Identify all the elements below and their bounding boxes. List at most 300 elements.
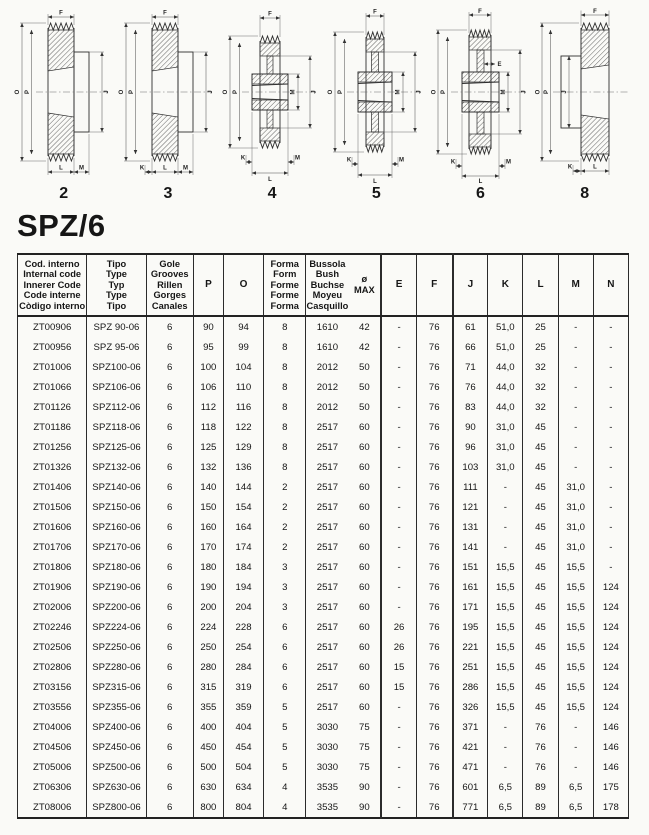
cell-l: 45 (523, 677, 558, 697)
spec-table (17, 253, 629, 819)
cell-code: ZT05006 (18, 757, 87, 777)
cell-bush: 2517 (316, 701, 339, 713)
col-header-max: ø MAX (353, 274, 375, 295)
cell-bush: 2517 (316, 501, 339, 513)
cell-grooves: 6 (146, 537, 193, 557)
cell-n: - (593, 377, 628, 397)
cell-type: SPZ180-06 (87, 557, 146, 577)
cell-max: 50 (358, 361, 370, 373)
dim-label-p: P (233, 89, 240, 95)
cell-f: 76 (416, 637, 452, 657)
figure-form-2 (12, 8, 116, 200)
cell-m: 6,5 (558, 777, 593, 797)
cell-bush: 2517 (316, 661, 339, 673)
cell-bush-max (306, 357, 381, 377)
cell-p: 112 (193, 397, 223, 417)
cell-code: ZT02806 (18, 657, 87, 677)
cell-f: 76 (416, 537, 452, 557)
cell-p: 190 (193, 577, 223, 597)
cell-l: 45 (523, 637, 558, 657)
cell-l: 45 (523, 537, 558, 557)
cell-f: 76 (416, 717, 452, 737)
cell-o: 454 (223, 737, 263, 757)
dim-label-j: J (104, 90, 110, 94)
cell-o: 110 (223, 377, 263, 397)
cell-o: 204 (223, 597, 263, 617)
cell-max: 60 (358, 501, 370, 513)
cell-type: SPZ150-06 (87, 497, 146, 517)
cell-j: 83 (453, 397, 488, 417)
cell-e: - (381, 757, 416, 777)
cell-o: 164 (223, 517, 263, 537)
cell-code: ZT06306 (18, 777, 87, 797)
cell-max: 42 (358, 341, 370, 353)
pulley-form-figures (0, 0, 649, 200)
cell-max: 60 (358, 581, 370, 593)
dim-label-f: F (593, 8, 597, 15)
cell-k: 15,5 (488, 697, 523, 717)
cell-p: 450 (193, 737, 223, 757)
figure-form-8 (533, 8, 637, 200)
cell-code: ZT02006 (18, 597, 87, 617)
cell-e: - (381, 737, 416, 757)
cell-form: 5 (264, 757, 306, 777)
col-header-m: M (558, 254, 593, 316)
form-number-5: 5 (371, 185, 382, 202)
dim-label-m: M (290, 89, 297, 95)
cell-max: 75 (358, 761, 370, 773)
pulley-form-8-drawing (533, 8, 637, 184)
cell-form: 6 (264, 677, 306, 697)
cell-f: 76 (416, 477, 452, 497)
cell-bush: 3535 (316, 781, 339, 793)
cell-l: 45 (523, 577, 558, 597)
figure-form-4 (220, 8, 324, 200)
cell-grooves: 6 (146, 637, 193, 657)
cell-grooves: 6 (146, 397, 193, 417)
table-row (18, 537, 629, 557)
cell-type: SPZ190-06 (87, 577, 146, 597)
cell-grooves: 6 (146, 757, 193, 777)
form-number-2: 2 (59, 185, 69, 202)
cell-form: 2 (264, 517, 306, 537)
cell-bush: 2517 (316, 601, 339, 613)
cell-form: 6 (264, 637, 306, 657)
cell-grooves: 6 (146, 617, 193, 637)
cell-type: SPZ450-06 (87, 737, 146, 757)
table-row (18, 617, 629, 637)
cell-grooves: 6 (146, 357, 193, 377)
cell-o: 184 (223, 557, 263, 577)
cell-type: SPZ160-06 (87, 517, 146, 537)
cell-n: 146 (593, 757, 628, 777)
cell-bush-max (306, 637, 381, 657)
cell-j: 221 (453, 637, 488, 657)
cell-n: - (593, 316, 628, 337)
cell-l: 32 (523, 377, 558, 397)
cell-f: 76 (416, 677, 452, 697)
cell-code: ZT01006 (18, 357, 87, 377)
cell-m: 6,5 (558, 797, 593, 818)
cell-n: - (593, 557, 628, 577)
cell-e: - (381, 517, 416, 537)
cell-bush-max (306, 697, 381, 717)
cell-l: 45 (523, 457, 558, 477)
figure-form-3 (116, 8, 220, 200)
cell-o: 104 (223, 357, 263, 377)
cell-bush-max (306, 377, 381, 397)
cell-p: 140 (193, 477, 223, 497)
cell-type: SPZ170-06 (87, 537, 146, 557)
cell-grooves: 6 (146, 677, 193, 697)
cell-code: ZT01706 (18, 537, 87, 557)
cell-grooves: 6 (146, 377, 193, 397)
cell-bush-max (306, 417, 381, 437)
cell-bush: 3535 (316, 801, 339, 813)
cell-bush-max (306, 337, 381, 357)
cell-k: 51,0 (488, 337, 523, 357)
cell-type: SPZ200-06 (87, 597, 146, 617)
cell-l: 76 (523, 717, 558, 737)
dim-label-o: O (223, 89, 230, 95)
cell-bush-max (306, 477, 381, 497)
table-row (18, 497, 629, 517)
cell-f: 76 (416, 597, 452, 617)
cell-bush: 2517 (316, 461, 339, 473)
cell-k: 44,0 (488, 397, 523, 417)
cell-form: 8 (264, 357, 306, 377)
cell-j: 421 (453, 737, 488, 757)
cell-j: 131 (453, 517, 488, 537)
cell-f: 76 (416, 617, 452, 637)
cell-max: 60 (358, 701, 370, 713)
dim-label-f: F (268, 11, 273, 18)
table-row (18, 377, 629, 397)
dim-label-o: O (15, 89, 21, 95)
col-header-grooves: Gole Grooves Rillen Gorges Canales (146, 254, 193, 316)
cell-l: 45 (523, 557, 558, 577)
cell-max: 60 (358, 681, 370, 693)
cell-f: 76 (416, 517, 452, 537)
cell-code: ZT01506 (18, 497, 87, 517)
cell-e: - (381, 537, 416, 557)
pulley-form-4-drawing (220, 8, 324, 184)
cell-form: 8 (264, 377, 306, 397)
cell-max: 60 (358, 601, 370, 613)
cell-type: SPZ280-06 (87, 657, 146, 677)
cell-f: 76 (416, 557, 452, 577)
cell-f: 76 (416, 797, 452, 818)
cell-code: ZT01256 (18, 437, 87, 457)
cell-max: 90 (358, 781, 370, 793)
col-header-p: P (193, 254, 223, 316)
cell-bush-max (306, 797, 381, 818)
cell-bush-max (306, 757, 381, 777)
cell-m: 31,0 (558, 517, 593, 537)
cell-p: 500 (193, 757, 223, 777)
cell-m: - (558, 357, 593, 377)
cell-n: 175 (593, 777, 628, 797)
cell-p: 106 (193, 377, 223, 397)
cell-j: 71 (453, 357, 488, 377)
cell-j: 151 (453, 557, 488, 577)
cell-code: ZT00906 (18, 316, 87, 337)
table-body (18, 316, 629, 818)
cell-form: 5 (264, 737, 306, 757)
cell-bush: 2517 (316, 581, 339, 593)
cell-m: - (558, 457, 593, 477)
cell-grooves: 6 (146, 577, 193, 597)
cell-j: 171 (453, 597, 488, 617)
dim-label-p: P (25, 89, 31, 95)
table-row (18, 677, 629, 697)
cell-j: 195 (453, 617, 488, 637)
cell-type: SPZ250-06 (87, 637, 146, 657)
cell-bush-max (306, 437, 381, 457)
dim-label-o: O (535, 89, 542, 95)
page-title: SPZ/6 (17, 208, 106, 243)
cell-j: 76 (453, 377, 488, 397)
cell-o: 319 (223, 677, 263, 697)
cell-bush: 2012 (316, 361, 339, 373)
cell-p: 800 (193, 797, 223, 818)
cell-j: 121 (453, 497, 488, 517)
cell-type: SPZ125-06 (87, 437, 146, 457)
cell-n: 146 (593, 737, 628, 757)
col-header-bush: Bussola Bush Buchse Moyeu Casquillo (306, 258, 349, 311)
cell-type: SPZ140-06 (87, 477, 146, 497)
cell-max: 50 (358, 401, 370, 413)
cell-p: 170 (193, 537, 223, 557)
table-row (18, 637, 629, 657)
cell-e: - (381, 697, 416, 717)
cell-form: 2 (264, 477, 306, 497)
cell-p: 100 (193, 357, 223, 377)
cell-f: 76 (416, 657, 452, 677)
dim-label-l: L (268, 177, 273, 183)
cell-bush: 3030 (316, 761, 339, 773)
cell-o: 634 (223, 777, 263, 797)
cell-k: 15,5 (488, 617, 523, 637)
cell-n: 124 (593, 657, 628, 677)
dim-label-f: F (477, 8, 482, 15)
dim-label-k: K (567, 164, 573, 171)
cell-grooves: 6 (146, 697, 193, 717)
cell-p: 355 (193, 697, 223, 717)
cell-bush-max (306, 397, 381, 417)
dim-label-l: L (372, 179, 377, 184)
cell-n: 146 (593, 717, 628, 737)
cell-grooves: 6 (146, 717, 193, 737)
cell-f: 76 (416, 497, 452, 517)
cell-e: 26 (381, 637, 416, 657)
table-row (18, 697, 629, 717)
dim-label-o: O (119, 89, 126, 95)
dim-label-l: L (593, 164, 597, 171)
cell-bush-max (306, 537, 381, 557)
dim-label-l: L (59, 165, 63, 172)
cell-m: 31,0 (558, 497, 593, 517)
cell-j: 66 (453, 337, 488, 357)
cell-k: 15,5 (488, 637, 523, 657)
cell-e: - (381, 477, 416, 497)
form-number-8: 8 (580, 185, 590, 202)
cell-n: - (593, 537, 628, 557)
cell-form: 8 (264, 437, 306, 457)
cell-f: 76 (416, 337, 452, 357)
cell-type: SPZ112-06 (87, 397, 146, 417)
table-row (18, 717, 629, 737)
cell-k: 15,5 (488, 597, 523, 617)
dim-label-p: P (440, 89, 447, 95)
cell-l: 45 (523, 617, 558, 637)
pulley-form-6-drawing (429, 8, 533, 184)
cell-f: 76 (416, 417, 452, 437)
table-row (18, 477, 629, 497)
dim-label-m: M (79, 165, 84, 172)
cell-f: 76 (416, 377, 452, 397)
col-header-e: E (381, 254, 416, 316)
cell-l: 45 (523, 437, 558, 457)
cell-l: 89 (523, 797, 558, 818)
cell-type: SPZ500-06 (87, 757, 146, 777)
cell-f: 76 (416, 757, 452, 777)
cell-form: 3 (264, 577, 306, 597)
cell-j: 286 (453, 677, 488, 697)
cell-e: - (381, 316, 416, 337)
cell-o: 116 (223, 397, 263, 417)
cell-p: 224 (193, 617, 223, 637)
cell-j: 326 (453, 697, 488, 717)
cell-j: 161 (453, 577, 488, 597)
cell-form: 3 (264, 597, 306, 617)
cell-p: 180 (193, 557, 223, 577)
cell-e: 15 (381, 677, 416, 697)
cell-n: - (593, 397, 628, 417)
cell-e: - (381, 497, 416, 517)
cell-grooves: 6 (146, 557, 193, 577)
cell-n: - (593, 337, 628, 357)
col-header-n: N (593, 254, 628, 316)
cell-type: SPZ800-06 (87, 797, 146, 818)
cell-max: 50 (358, 381, 370, 393)
cell-bush-max (306, 316, 381, 337)
cell-form: 3 (264, 557, 306, 577)
cell-type: SPZ100-06 (87, 357, 146, 377)
cell-e: 15 (381, 657, 416, 677)
cell-form: 8 (264, 417, 306, 437)
cell-l: 25 (523, 337, 558, 357)
cell-e: 26 (381, 617, 416, 637)
cell-code: ZT01186 (18, 417, 87, 437)
cell-n: - (593, 497, 628, 517)
cell-grooves: 6 (146, 457, 193, 477)
cell-max: 60 (358, 621, 370, 633)
cell-l: 45 (523, 697, 558, 717)
cell-bush-max (306, 657, 381, 677)
cell-f: 76 (416, 577, 452, 597)
cell-p: 118 (193, 417, 223, 437)
table-row (18, 757, 629, 777)
cell-m: - (558, 417, 593, 437)
figure-form-5 (325, 8, 429, 200)
cell-bush-max (306, 677, 381, 697)
dim-label-o: O (327, 89, 334, 95)
cell-code: ZT03156 (18, 677, 87, 697)
table-row (18, 777, 629, 797)
cell-j: 471 (453, 757, 488, 777)
cell-code: ZT01606 (18, 517, 87, 537)
cell-grooves: 6 (146, 417, 193, 437)
cell-m: - (558, 757, 593, 777)
col-header-type: Tipo Type Typ Type Tipo (87, 254, 146, 316)
cell-bush: 2517 (316, 421, 339, 433)
cell-m: 15,5 (558, 617, 593, 637)
cell-e: - (381, 457, 416, 477)
cell-k: 44,0 (488, 357, 523, 377)
cell-grooves: 6 (146, 477, 193, 497)
dim-label-j: J (208, 90, 215, 94)
cell-bush-max (306, 457, 381, 477)
cell-m: - (558, 397, 593, 417)
cell-bush-max (306, 777, 381, 797)
col-header-code: Cod. interno Internal code Innerer Code Code interne Còdigo interno (18, 254, 87, 316)
col-header-bush-max (306, 254, 381, 316)
cell-l: 32 (523, 397, 558, 417)
dim-label-m: M (398, 157, 404, 164)
cell-e: - (381, 397, 416, 417)
cell-l: 25 (523, 316, 558, 337)
cell-n: - (593, 517, 628, 537)
table-row (18, 357, 629, 377)
table-row (18, 737, 629, 757)
cell-m: - (558, 737, 593, 757)
cell-o: 174 (223, 537, 263, 557)
cell-j: 771 (453, 797, 488, 818)
cell-o: 94 (223, 316, 263, 337)
dim-label-p: P (337, 89, 344, 95)
cell-m: 15,5 (558, 697, 593, 717)
cell-form: 5 (264, 717, 306, 737)
cell-type: SPZ 95-06 (87, 337, 146, 357)
cell-form: 8 (264, 397, 306, 417)
dim-label-k: K (450, 159, 455, 166)
dim-label-m: M (295, 155, 301, 162)
cell-type: SPZ118-06 (87, 417, 146, 437)
cell-k: 15,5 (488, 557, 523, 577)
cell-form: 2 (264, 537, 306, 557)
cell-bush: 2517 (316, 541, 339, 553)
cell-o: 404 (223, 717, 263, 737)
cell-form: 6 (264, 657, 306, 677)
cell-f: 76 (416, 316, 452, 337)
cell-bush: 2517 (316, 561, 339, 573)
cell-bush: 2517 (316, 681, 339, 693)
table-row (18, 657, 629, 677)
cell-m: 15,5 (558, 657, 593, 677)
form-number-3: 3 (163, 185, 173, 202)
cell-k: 15,5 (488, 657, 523, 677)
cell-k: 15,5 (488, 577, 523, 597)
cell-j: 96 (453, 437, 488, 457)
cell-form: 5 (264, 697, 306, 717)
cell-grooves: 6 (146, 316, 193, 337)
table-row (18, 437, 629, 457)
cell-j: 90 (453, 417, 488, 437)
cell-e: - (381, 417, 416, 437)
cell-bush: 3030 (316, 721, 339, 733)
table-row (18, 557, 629, 577)
